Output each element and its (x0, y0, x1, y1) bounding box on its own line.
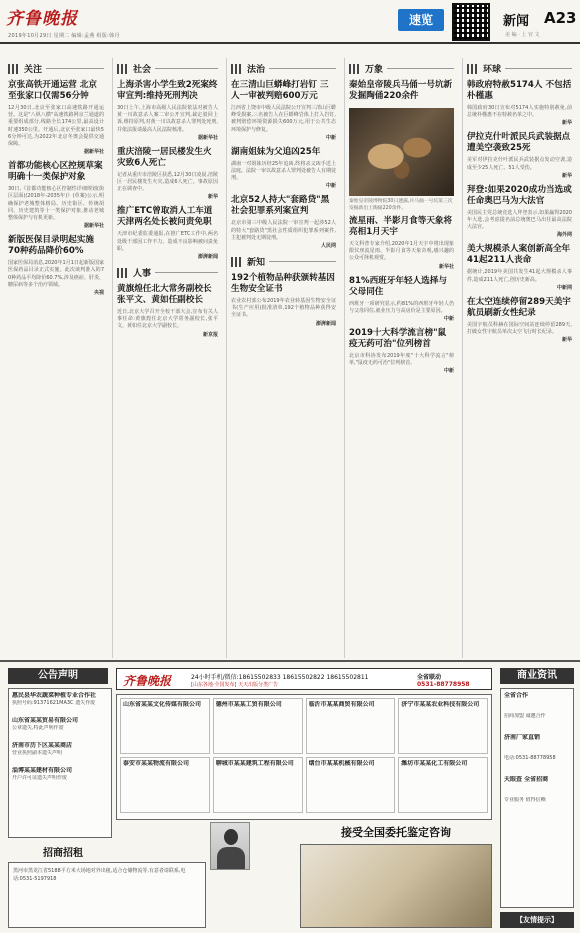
article-headline[interactable]: 推广ETC曾取消人工车道 天津两名处长被问责免职 (117, 206, 213, 228)
friendly-tip: 【友情提示】 (500, 912, 574, 928)
classified-ad (213, 757, 303, 813)
classified-ad-title: 山东省某某文化传媒有限公司 (123, 701, 202, 708)
article-source: 新华 (561, 172, 572, 179)
section-header (8, 62, 104, 75)
article-body: 西班牙一项研究显示,约81%的西班牙年轻人仍与父母同住,就业压力与高房价是主要原因。 (349, 300, 454, 314)
article-source: 中新 (325, 183, 336, 190)
classified-ad-title: 德州市某某工贸有限公司 (215, 701, 282, 708)
section-rule (155, 272, 218, 273)
article-headline[interactable]: 192个植物品种获颁转基因生物安全证书 (231, 273, 335, 295)
article-headline[interactable]: 北京52人持大"套路贷"黑社会犯罪系列案宣判 (231, 195, 330, 217)
article (117, 80, 218, 141)
classified-ad (398, 757, 488, 813)
article-source: 澎湃新闻 (315, 320, 336, 327)
notice-item: 营业执照副本遗失声明 (12, 750, 63, 756)
article-body: 天文科普专家介绍,2020年1月天宇中将出现象限仪座流星雨、半影月食等天象奇观,感兴趣的公众可择机观赏。 (349, 241, 454, 262)
article-source: 澎湃新闻 (197, 254, 218, 261)
notice-list (8, 688, 112, 838)
article-source: 中新 (443, 368, 454, 375)
banner-logo: 齐鲁晚报 (123, 674, 172, 688)
business-list (500, 688, 574, 908)
section-rule (269, 68, 336, 69)
article-headline[interactable]: 流星雨、半影月食等天象将亮相1月天宇 (349, 216, 453, 237)
article (117, 206, 218, 260)
article (349, 276, 454, 322)
article-headline[interactable]: 湖南姐妹为父追凶25年 (231, 146, 321, 157)
section-title: 关注 (24, 65, 43, 75)
section-title: 新知 (247, 258, 266, 269)
dateline: 2019年10月29日 星期二 编辑:孟燕 组版:韩丹 (8, 33, 120, 39)
page-number: A23 (544, 9, 577, 27)
business-item: 招商加盟 诚邀合作 (504, 713, 546, 719)
person-body-icon (217, 847, 245, 869)
news-column (344, 58, 458, 658)
article-source: 中新 (325, 134, 336, 141)
section-rule (505, 68, 572, 69)
article (231, 147, 336, 190)
recruit-text: 黑河市黑龙江省5188平方米大场地对外出租,适合仓储物流等,有意者请联系,电话:0531-5197918 (13, 868, 186, 882)
article-headline[interactable]: 秦始皇帝陵兵马俑一号坑新发掘陶俑220余件 (349, 80, 453, 101)
article-body: 天津市纪委监委通报,在推广ETC工作中,两名处级干部因工作不力、造成不良影响被问责免职。 (117, 231, 218, 252)
article-body: 美国民主党总统竞选人拜登表示,如果赢得2020年大选,会考虑提名前总统奥巴马出任最高法院大法官。 (467, 209, 572, 231)
section-marker-icon (117, 268, 129, 278)
article-source: 据新华社 (83, 223, 104, 230)
article-body: 30日,《首都功能核心区控制性详细规划(街区层面)(2018年-2035年)》(草案)公示,明确保护老城整体格局、历史街区、传统胡同、历史建筑等十一类保护对象,推动老城整体保护与有机更新。 (8, 186, 104, 222)
news-column (4, 58, 108, 658)
person-head-icon (224, 829, 238, 845)
article-source: 人民网 (320, 243, 336, 250)
article-headline[interactable]: 新版医保目录明起实施 70种药品降价60% (8, 235, 94, 257)
article-source: 据新华社 (197, 134, 218, 141)
notice-item: 执照号码:91371621MA3C 遗失作废 (12, 700, 96, 706)
article-headline[interactable]: 韩政府特赦5174人 不包括朴槿惠 (467, 80, 572, 101)
section-header (117, 62, 218, 75)
article (231, 273, 336, 327)
article-headline[interactable]: 81%西班牙年轻人选择与父母同住 (349, 275, 447, 297)
article-body: 30日上午,上海市高级人民法院依法对被告人黄一川故意杀人案二审公开宣判,裁定驳回上诉,维持原判,对黄一川以故意杀人罪判处死刑,并依法报请最高人民法院核准。 (117, 105, 218, 133)
article-headline[interactable]: 2019十大科学流言榜"鼠疫无药可治"位列榜首 (349, 328, 447, 350)
article-source: 中新网 (556, 284, 572, 291)
article-source: 央视 (93, 290, 104, 297)
appraisal-box (300, 844, 492, 928)
article-headline[interactable]: 在三清山巨蟒峰打岩钉 三人一审被判赔600万元 (231, 80, 329, 101)
article (117, 284, 218, 338)
classified-ad-title: 临沂市某某商贸有限公司 (308, 701, 375, 708)
classified-ad (213, 698, 303, 754)
article-body: 韩国政府30日宣布对5174人实施特别赦免,前总统朴槿惠不在特赦名单之中。 (467, 105, 572, 119)
editors-line: 美 编 · 上 官 文 (505, 32, 540, 38)
section-rule (269, 261, 336, 262)
photo-caption: 秦始皇帝陵博物院30日透露,兵马俑一号坑第三次发掘新出土陶俑220余件。 (349, 199, 453, 211)
classified-ad (398, 698, 488, 754)
article-source: 新京报 (202, 331, 218, 338)
appraisal-headline: 接受全国委托鉴定咨询 (341, 826, 451, 839)
article-body: 据统计,2019年美国共发生41起大规模杀人事件,造成211人死亡,创历史新高。 (467, 269, 572, 283)
section-header (467, 62, 572, 75)
classified-ad-title: 潍坊市某某化工有限公司 (401, 760, 468, 767)
business-item: 全省合作 (504, 692, 529, 699)
classified-grid (116, 694, 492, 820)
section-marker-icon (467, 64, 479, 74)
page-label: 新闻 (503, 14, 530, 29)
section-header (117, 266, 218, 279)
article-body: 近日,北京大学召开全校干部大会,宣布有关人事任命:黄旗煌任北京大学常务副校长,张平文、黄如任北京大学副校长。 (117, 309, 218, 330)
article-headline[interactable]: 拜登:如果2020成功当选或任命奥巴马为大法官 (467, 184, 572, 206)
qr-code-icon (452, 3, 490, 41)
article-headline[interactable]: 在太空连续停留289天美宇航员刷新女性纪录 (467, 296, 571, 318)
section-header (349, 62, 454, 75)
article-headline[interactable]: 首都功能核心区控规草案明确十一类保护对象 (8, 161, 103, 183)
article-body: 北京市科协发布2019年度"十大科学流言"榜单,"鼠疫无药可治"位列榜首。 (349, 353, 454, 367)
article-source: 据新华社 (83, 149, 104, 156)
banner-hotline: 0531-88778958 (417, 681, 470, 688)
newspaper-logo: 齐鲁晚报 (6, 9, 78, 29)
notice-item: 山东省某某贸易有限公司 (12, 717, 79, 724)
notice-item: 公章遗失,特此声明作废 (12, 725, 64, 731)
classified-ad-title: 济宁市某某农业科技有限公司 (401, 701, 480, 708)
news-photo (349, 108, 454, 196)
section-marker-icon (349, 64, 361, 74)
article-headline[interactable]: 美大规模杀人案创新高全年41起211人丧命 (467, 244, 571, 266)
article-source: 新华社 (438, 263, 454, 270)
article (467, 132, 572, 178)
classified-ad (120, 757, 210, 813)
section-title: 万象 (365, 65, 384, 75)
business-header: 商业资讯 (500, 668, 574, 684)
section-title: 人事 (133, 269, 152, 280)
section-rule (155, 68, 218, 69)
article (349, 80, 454, 102)
notice-item: 开户许可证遗失声明作废 (12, 775, 68, 781)
missing-person-photo (210, 822, 250, 870)
section-header (231, 62, 336, 75)
masthead (0, 0, 580, 44)
article-headline[interactable]: 上海杀害小学生致2死案终审宣判:维持死刑判决 (117, 80, 218, 101)
section-title: 环球 (483, 65, 502, 75)
article-headline[interactable]: 伊拉克什叶派民兵武装据点遭美空袭致25死 (467, 132, 571, 154)
recruit-header: 招商招租 (43, 848, 83, 859)
business-item: 专业服务 值得信赖 (504, 797, 546, 803)
section-rule (387, 68, 454, 69)
article (349, 328, 454, 374)
article (8, 161, 104, 229)
section-marker-icon (231, 64, 243, 74)
article (467, 80, 572, 126)
article-body: 12月30日,北京至张家口高速铁路开通运营。这是"八纵八横"高速铁路网京兰通道的重要组成部分,线路全长174公里,最高设计时速350公里。开通后,北京至张家口最快56分钟可达,为2022年北京冬奥会提供交通保障。 (8, 105, 104, 148)
classified-ad-title: 泰安市某某物流有限公司 (123, 760, 190, 767)
article-source: 海外网 (556, 232, 572, 239)
article (467, 297, 572, 343)
business-item: 济南厂家直销 (504, 734, 541, 741)
article-source: 中新 (443, 316, 454, 323)
notice-item: 济南市历下区某某商店 (12, 742, 73, 749)
classified-ad (306, 698, 396, 754)
section-badge: 速览 (398, 9, 444, 31)
article (231, 195, 336, 249)
article (117, 147, 218, 201)
section-marker-icon (117, 64, 129, 74)
article-body: 国家医保局消息,2020年1月1日起新版国家医保药品目录正式实施。此次谈判准入的70种药品平均降价60.7%,涉及癌症、肝炎、糖尿病等多个治疗领域。 (8, 260, 104, 288)
news-column (112, 58, 222, 658)
business-item: 天眼查 全省招商 (504, 776, 549, 783)
article-source: 新华 (561, 337, 572, 344)
notice-header: 公告声明 (8, 668, 108, 684)
news-column (462, 58, 576, 658)
recruit-box (8, 862, 206, 928)
notice-item: 淄博某某建材有限公司 (12, 767, 73, 774)
article-headline[interactable]: 黄旗煌任北大常务副校长 张平文、黄如任副校长 (117, 284, 212, 306)
article-source: 新华 (561, 120, 572, 127)
classified-ad (120, 698, 210, 754)
classified-ad-title: 烟台市某某机械有限公司 (308, 760, 375, 767)
section-rule (46, 68, 104, 69)
article-headline[interactable]: 京张高铁开通运营 北京至张家口仅需56分钟 (8, 80, 97, 101)
article-body: 北京市第三中级人民法院一审宣判一起涉52人的特大"套路贷"黑社会性质组织犯罪系列案件,主犯被判处无期徒刑。 (231, 220, 336, 241)
article (467, 244, 572, 290)
article (231, 80, 336, 141)
classified-ad (306, 757, 396, 813)
article-body: 江西省上饶市中级人民法院公开宣判三清山巨蟒峰受损案,三名被告人在巨蟒峰岩体上打入岩钉,被判赔偿环境资源损失600万元,用于公共生态环境保护与修复。 (231, 105, 337, 133)
classified-banner (116, 668, 492, 690)
article-body: 农业农村部公布2019年农业转基因生物安全证书(生产应用)批准清单,192个植物品种获得安全证书。 (231, 298, 336, 319)
section-header (231, 255, 336, 268)
article-body: 记者从重庆市涪陵区获悉,12月30日凌晨,涪陵区一居民楼发生火灾,造成6人死亡。事故原因正在调查中。 (117, 171, 218, 193)
article (467, 185, 572, 239)
banner-phones: 24小时手机/微信:18615502833 18615502822 18615502811 (191, 674, 369, 681)
banner-region: 全省联动 (417, 674, 442, 681)
banner-tagline: [山东各地·全国发布] 天天出版分类广告 (191, 682, 279, 688)
section-title: 法治 (247, 65, 266, 75)
section-title: 社会 (133, 65, 152, 75)
article-body: 美军对伊拉克什叶派民兵武装据点发动空袭,造成至少25人死亡、51人受伤。 (467, 157, 572, 171)
article-source: 新华 (207, 194, 218, 201)
article (349, 216, 454, 270)
classified-ad-title: 聊城市某某建筑工程有限公司 (215, 760, 294, 767)
notice-item: 惠民县华农蔬菜种植专业合作社 (12, 692, 97, 699)
article (8, 80, 104, 155)
section-marker-icon (231, 257, 243, 267)
article-body: 美国宇航员科赫在国际空间站连续停留289天,打破女性宇航员单次太空飞行时长纪录。 (467, 321, 572, 336)
business-item: 电话:0531-88778958 (504, 755, 556, 761)
news-column (226, 58, 340, 658)
article (8, 235, 104, 296)
article-headline[interactable]: 重庆涪陵一居民楼发生火灾致6人死亡 (117, 146, 212, 168)
section-marker-icon (8, 64, 20, 74)
ad-area (0, 660, 580, 933)
article-body: 湖南一对姐妹历经25年追凶,终将杀父凶手送上法庭。法院一审以故意杀人罪判处被告人有期徒刑。 (231, 160, 337, 182)
